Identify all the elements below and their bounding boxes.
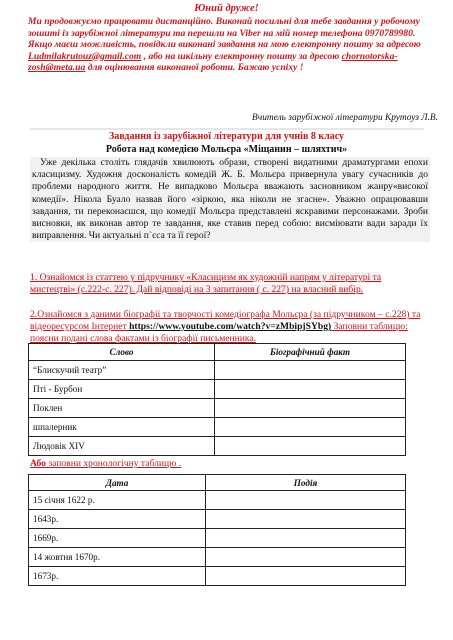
table-cell-word: Пті - Бурбон [29,380,215,399]
intro-text-block [30,157,430,242]
body-paragraph: Уже декілька століть глядачів хвилюють образи, створені видатними драматургами епохи класицизму. Художня досконалість комедій Ж. Б. Мольєра привернула увагу сучасників до проблеми народного життя. Не випадково Мольєра вважають засновником жанру«високої комедії». Нікола Буало назвав його «зіркою, яка ніколи не згасне». Уважно опрацювавши завдання, ти переконаєшся, що комедії Мольєра представлені яскравими персонажами. Зроби висновки, як виконав автор те завдання, яке ставив перед собою: висміювати вади заради їх виправлення. Чи актуальні п`єса та її герої? [32,157,428,242]
question-2 [30,309,426,345]
alternative-text: заповни хронологічну таблицю . [45,458,182,469]
intro-paragraph [28,16,426,74]
table-header-row [29,344,406,361]
question-2-instruction: Заповни таблицю: поясни подані слова фактами із біографії письменника. [30,321,408,344]
table-cell-date: 1643р. [29,510,206,529]
question-2-text: 2.Ознайомся з даними біографії та творчості комедіографа Мольєра (за підручником – с.228) та відеоресурсом Інтернет [30,309,421,332]
table-row [29,437,406,456]
table-row [29,361,406,380]
table-cell-date: 1673р. [29,567,206,586]
table-row [29,567,406,586]
table-cell-word: шпалерник [29,418,215,437]
table-cell-date: 1669р. [29,529,206,548]
table-cell-event[interactable] [206,529,406,548]
column-header-word: Слово [29,344,215,361]
table-cell-fact[interactable] [215,418,406,437]
table-cell-word: Людовік XIV [29,437,215,456]
table-row [29,510,406,529]
table-row [29,399,406,418]
divider [30,128,424,130]
intro-part3: для оцінювання виконаної роботи. Бажаю успіху ! [85,62,304,74]
table-cell-event[interactable] [206,491,406,510]
question-1 [30,272,426,296]
intro-part2: , або на шкільну електронну пошту за дресою [141,50,342,62]
table-cell-fact[interactable] [215,361,406,380]
table-cell-fact[interactable] [215,380,406,399]
task-subtitle: Робота над комедією Мольєра «Міщанин – шляхтич» [105,144,348,155]
table-header-row [29,475,406,491]
word-fact-table [28,343,406,456]
table-cell-event[interactable] [206,567,406,586]
chronology-table [28,474,406,586]
email-link-personal[interactable]: Ludmilakrutouz@gmail.com [28,50,142,62]
youtube-link[interactable]: https://www.youtube.com/watch?v=zMbipjSYbg) [129,321,332,332]
alternative-word: Або [30,458,46,469]
teacher-signature: Вчитель зарубіжної літератури Крутоуз Л.В. [251,113,438,123]
table-cell-word: Поклен [29,399,215,418]
table-row [29,380,406,399]
table-cell-date: 15 січня 1622 р. [29,491,206,510]
table-row [29,529,406,548]
table-row [29,548,406,567]
task-title: Завдання із зарубіжної літератури для учнів 8 класу [108,131,345,142]
table-cell-event[interactable] [206,510,406,529]
table-cell-date: 14 жовтня 1670р. [29,548,206,567]
column-header-date: Дата [29,475,206,491]
question-1-text: 1. Ознайомся із статтею у підручнику «Класицизм як художній напрям у літературі та мистецтві» (с.222-с. 227). Дай відповіді на 3 запитання ( с. 227) на власний вибір. [30,272,382,295]
table-row [29,491,406,510]
column-header-event: Подія [206,475,406,491]
table-cell-event[interactable] [206,548,406,567]
intro-part1: Ми продовжуємо працювати дистанційно. Виконай посильні для тебе завдання у робочому зошиті із зарубіжної літератури та перешли на Viber на мій номер телефона 0970789980. Якщо маєш можливість, повідкли виконані завдання на мою електронну пошту за адресою [28,16,421,51]
greeting: Юний друже! [194,3,259,14]
table-cell-fact[interactable] [215,399,406,418]
table-cell-word: “Блискучий театр” [29,361,215,380]
table-cell-fact[interactable] [215,437,406,456]
email-link-school[interactable]: chornotorska-zosh@meta.ua [28,50,398,74]
table-row [29,418,406,437]
column-header-fact: Біографічний факт [215,344,406,361]
alternative-task [30,458,181,469]
